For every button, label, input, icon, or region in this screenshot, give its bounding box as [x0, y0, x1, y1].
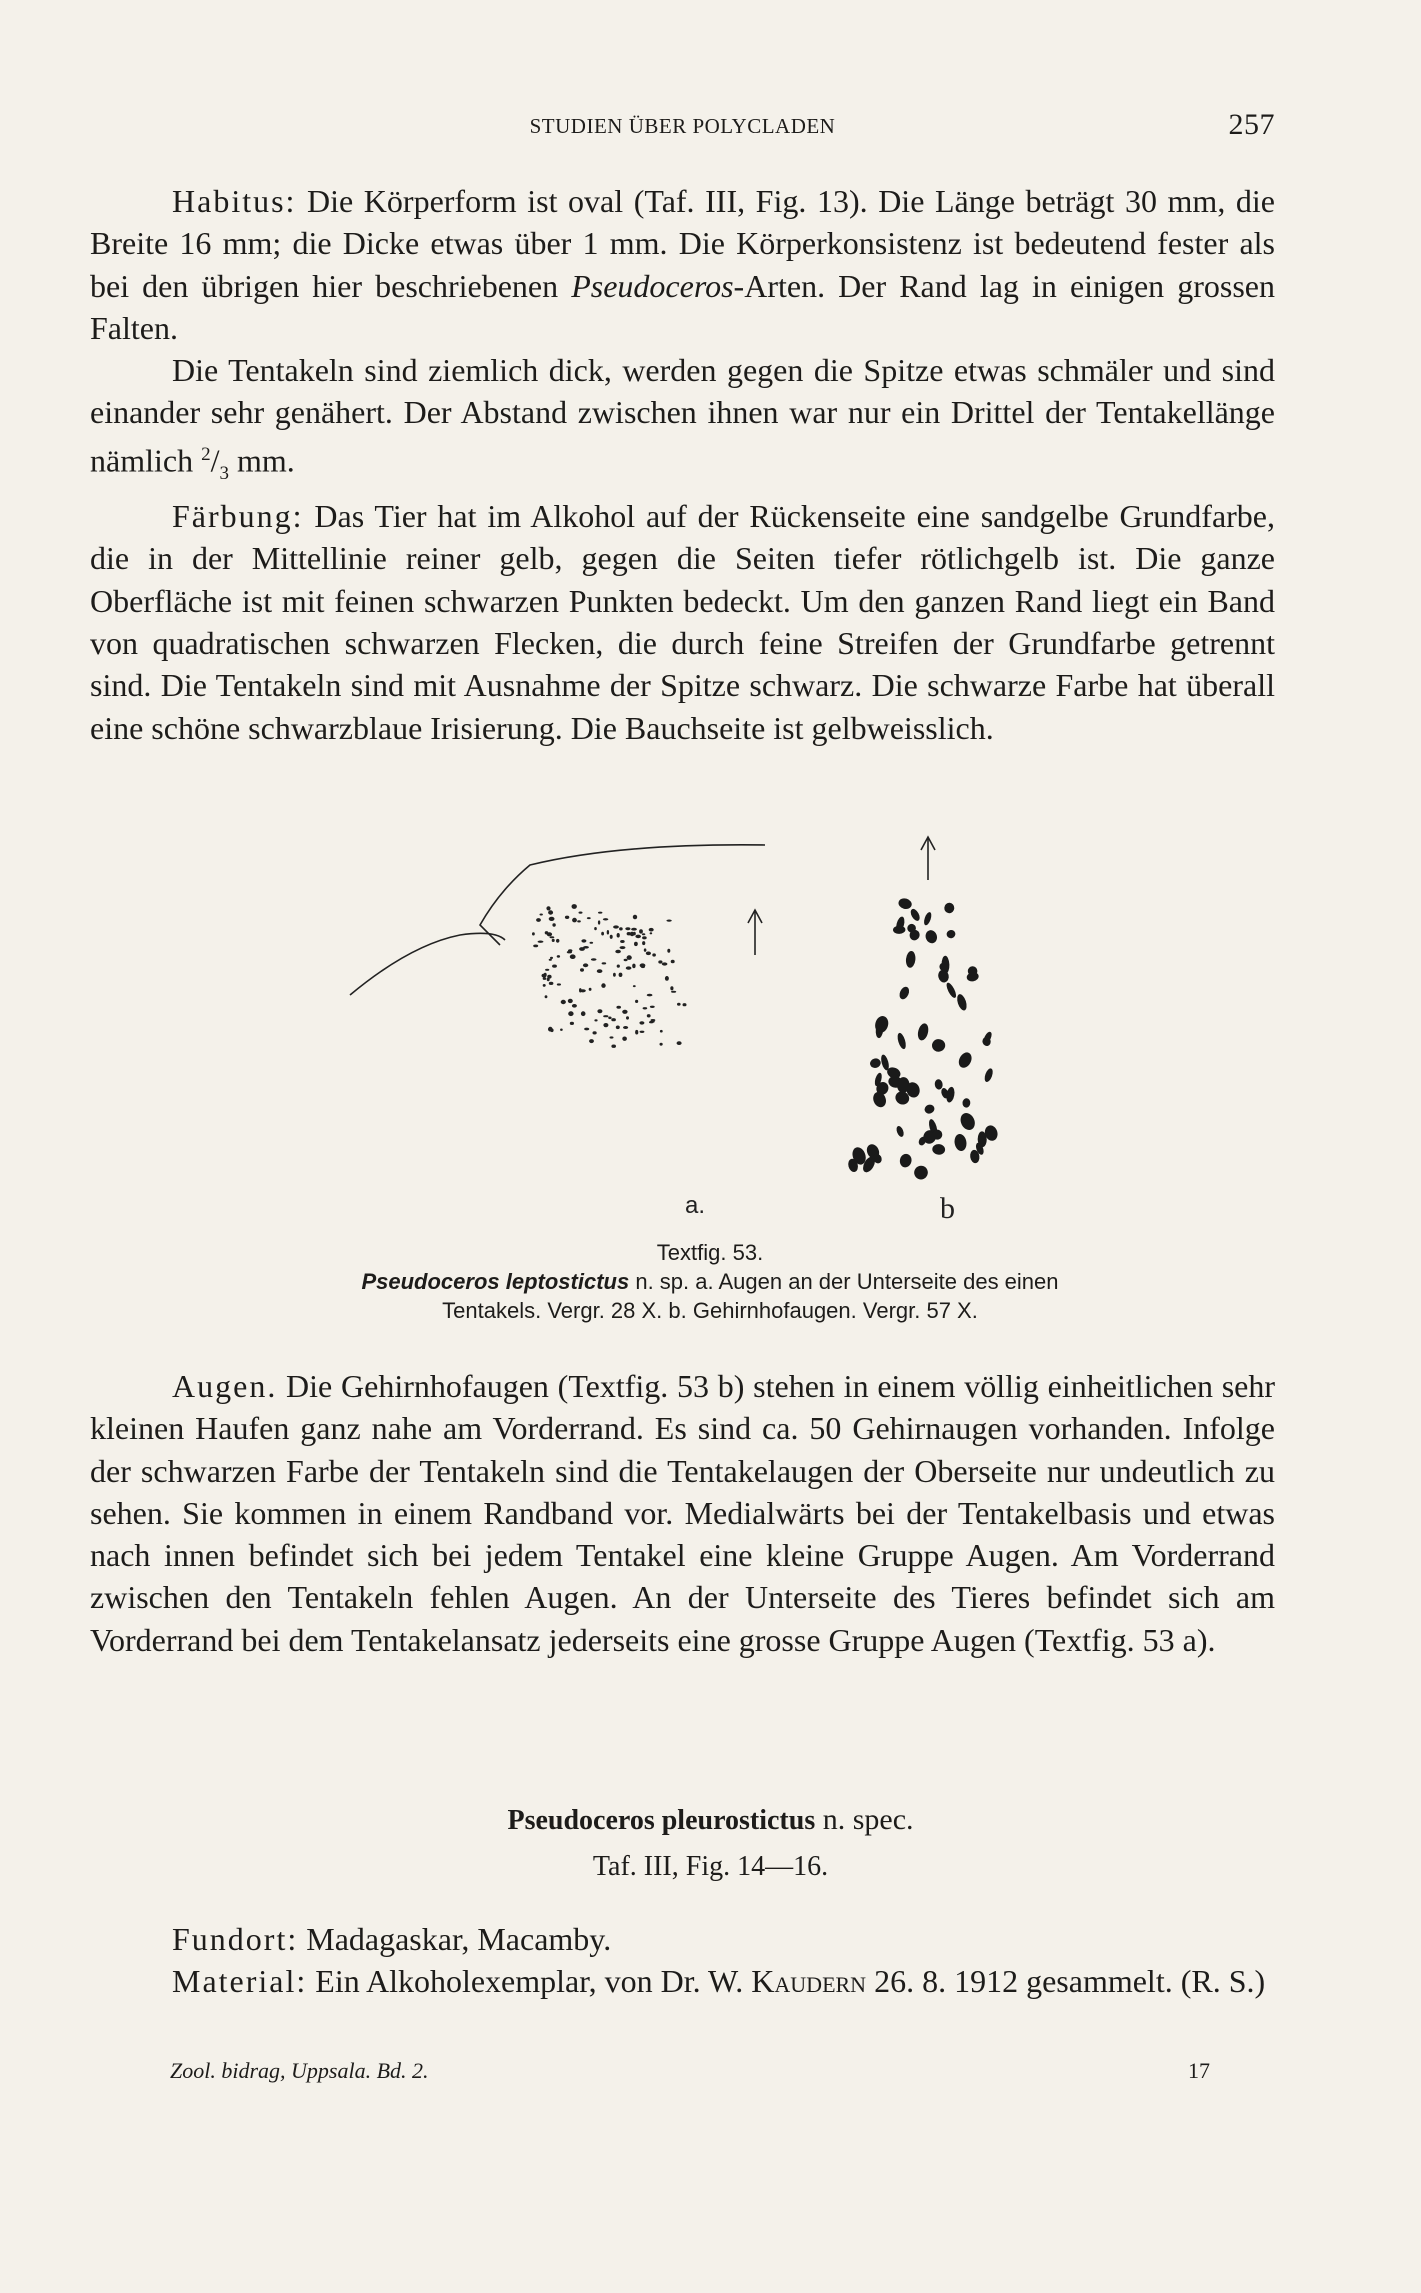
arrow-b — [921, 837, 935, 880]
eye-dot — [622, 1037, 627, 1041]
eye-dot — [671, 960, 675, 964]
eye-dot — [610, 1036, 614, 1038]
fraction-numerator: 2 — [201, 443, 211, 465]
label-b: b — [940, 1192, 955, 1225]
eye-dot — [560, 1029, 563, 1031]
eye-dot — [590, 942, 594, 944]
eye-dot — [589, 1039, 594, 1043]
plate-reference: Taf. III, Fig. 14—16. — [592, 1851, 829, 1882]
eye-dot — [598, 912, 602, 914]
eye-dot — [580, 968, 584, 971]
augen-text: Die Gehirnhofaugen (Textfig. 53 b) stehen in einem völlig einheitlichen sehr kleinen Haufen ganz nahe am Vorderrand. Es sind ca. 50 Gehirnaugen vorhanden. Infolge der schwarzen Farbe der Tentakeln sind die Tentakelaugen der Oberseite nur undeutlich zu sehen. Sie kommen in einem Randband vor. Medialwärts bei der Tentakelbasis und etwas nach innen befindet sich bei jedem Tentakel eine kleine Gruppe Augen. Am Vorderrand zwischen den Tentakeln fehlen Augen. An der Unterseite des Tieres befindet sich am Vorderrand bei dem Tentakelansatz jederseits eine grosse Gruppe Augen (Textfig. 53 a). — [90, 1368, 1275, 1658]
eye-dot — [533, 945, 538, 948]
eye-dot — [603, 1023, 608, 1027]
section-heading — [0, 1803, 1421, 1837]
eye-dot — [660, 1043, 663, 1046]
eye-dot — [909, 907, 922, 922]
label-faerbung: Färbung: — [172, 498, 304, 535]
eye-dot — [616, 1006, 621, 1009]
eye-dot — [545, 995, 548, 998]
eye-dot — [615, 950, 621, 954]
eye-dot — [631, 928, 637, 931]
eye-dot — [958, 1111, 978, 1133]
eye-dot — [602, 962, 607, 964]
eye-dot — [613, 973, 616, 977]
eye-dot — [549, 982, 554, 985]
eye-group-a — [532, 904, 687, 1048]
eye-dot — [633, 985, 636, 987]
eye-dot — [552, 939, 555, 942]
eye-dot — [616, 1026, 620, 1030]
eye-dot — [642, 933, 645, 935]
eye-dot — [905, 951, 916, 969]
faerbung-text: Das Tier hat im Alkohol auf der Rückenseite eine sandgelbe Grundfarbe, die in der Mittellinie reiner gelb, gegen die Seiten tiefer rötlichgelb ist. Die ganze Oberfläche ist mit feinen schwarzen Punkten bedeckt. Um den ganzen Rand liegt ein Band von quadratischen schwarzen Flecken, die durch feine Streifen der Grundfarbe getrennt sind. Die Tentakeln sind mit Ausnahme der Spitze schwarz. Die schwarze Farbe hat überall eine schöne schwarzblaue Irisierung. Die Bauchseite ist gelbweisslich. — [90, 498, 1275, 746]
eye-dot — [646, 952, 651, 956]
eye-dot — [620, 940, 625, 943]
material-text-2: 26. 8. 1912 gesammelt. (R. S.) — [866, 1963, 1266, 2000]
eye-dot — [953, 1133, 967, 1152]
eye-dot — [626, 966, 632, 969]
eye-dot — [945, 981, 958, 999]
material-text-1: Ein Alkoholexemplar, von Dr. W. — [307, 1963, 752, 2000]
eye-dot — [597, 969, 603, 973]
paragraph-augen — [90, 1365, 1275, 1661]
eye-dot — [923, 911, 933, 926]
footer — [170, 2058, 1210, 2084]
fraction-denominator: 3 — [219, 462, 229, 484]
eye-dot — [649, 928, 654, 932]
eye-dot — [983, 1067, 994, 1083]
eye-dot — [912, 1164, 930, 1182]
eye-dot — [626, 1016, 629, 1019]
eye-dot — [617, 933, 620, 938]
eye-dot — [617, 965, 620, 968]
caption-species: Pseudoceros leptostictus — [361, 1269, 630, 1294]
eye-dot — [552, 923, 555, 926]
eye-dot — [625, 927, 630, 930]
eye-dot — [660, 1030, 663, 1033]
eye-dot — [601, 983, 605, 988]
eye-dot — [543, 977, 547, 980]
eye-dot — [594, 1019, 597, 1021]
eye-dot — [549, 917, 555, 921]
eye-dot — [650, 932, 653, 934]
habitus-text-1: Die Körperform ist oval (Taf. III, Fig. 13). Die Länge beträgt 30 mm, die Breite 16 mm; die Dicke etwas über 1 mm. Die Körperkonsistenz ist bedeutend fester als bei den übrigen hier beschriebenen — [90, 183, 1275, 304]
genus-name: Pseudoceros — [571, 267, 734, 304]
eye-dot — [650, 1006, 655, 1008]
eye-dot — [924, 929, 939, 945]
eye-dot — [593, 1031, 597, 1034]
eye-dot — [670, 986, 673, 990]
eye-dot — [635, 935, 641, 939]
label-habitus: Habitus: — [172, 183, 297, 219]
eye-dot — [667, 949, 670, 953]
eye-dot — [608, 1017, 611, 1020]
eye-dot — [611, 1018, 616, 1021]
fundort-text: Madagaskar, Macamby. — [298, 1921, 612, 1957]
eye-dot — [584, 1028, 589, 1031]
eye-dot — [658, 960, 662, 963]
eye-dot — [548, 910, 553, 914]
eye-dot — [624, 959, 628, 961]
paragraph-fundort — [90, 1918, 1275, 1960]
habitus-text-2: -Arten. Der Rand lag in einigen grossen Falten. — [90, 267, 1276, 346]
eye-dot — [598, 920, 600, 924]
eye-dot — [643, 1007, 648, 1009]
eye-dot — [633, 915, 637, 920]
eye-dot — [639, 929, 643, 933]
caption-rest-2: Tentakels. Vergr. 28 X. b. Gehirnhofaugen. Vergr. 57 X. — [442, 1298, 978, 1323]
eye-dot — [632, 964, 635, 969]
species-heading: Pseudoceros pleurostictus — [507, 1805, 816, 1836]
eye-dot — [589, 988, 592, 991]
paragraph-habitus — [90, 180, 1275, 349]
text-block-augen — [90, 1365, 1275, 1661]
figure-caption — [180, 1238, 1240, 1325]
eye-dot — [649, 1021, 654, 1023]
eye-dot — [557, 955, 560, 958]
eye-dot — [623, 1026, 628, 1029]
eye-dot — [962, 1098, 971, 1108]
eye-dot — [622, 1010, 627, 1014]
eye-dot — [607, 930, 609, 935]
eye-dot — [642, 941, 645, 945]
eye-dot — [652, 953, 656, 956]
tentacle-outline — [350, 845, 765, 995]
eye-dot — [897, 897, 913, 911]
eye-dot — [583, 963, 588, 967]
eye-dot — [931, 1038, 946, 1052]
eye-dot — [550, 957, 553, 959]
label-fundort: Fundort: — [172, 1921, 299, 1957]
eye-dot — [579, 947, 585, 951]
collector-name: Kaudern — [751, 1963, 867, 2000]
eye-dot — [633, 932, 636, 936]
tentakeln-text-2: mm. — [228, 442, 295, 479]
eye-dot — [666, 920, 671, 922]
eye-dot — [647, 994, 653, 997]
eye-dot — [644, 948, 647, 951]
eye-dot — [570, 954, 576, 959]
eye-dot — [568, 999, 573, 1003]
eye-dot — [898, 985, 911, 1001]
eye-dot — [557, 983, 561, 985]
textfig-53-drawing — [330, 835, 1090, 1235]
eye-dot — [899, 1153, 913, 1169]
eye-dot — [548, 1027, 553, 1032]
eye-dot — [611, 1045, 616, 1048]
eye-dot — [603, 918, 608, 920]
eye-dot — [946, 929, 957, 939]
eye-dot — [896, 1032, 907, 1050]
eye-dot — [619, 973, 623, 977]
eye-dot — [568, 1011, 573, 1016]
label-material: Material: — [172, 1963, 308, 2000]
eye-dot — [639, 1021, 644, 1024]
eye-dot — [869, 1057, 882, 1069]
eye-dot — [572, 918, 577, 923]
eye-dot — [536, 918, 541, 922]
eye-dot — [651, 1019, 656, 1021]
paragraph-tentakeln: Die Tentakeln sind ziemlich dick, werden gegen die Spitze etwas schmäler und sind einander sehr genähert. Der Abstand zwischen ihnen war nur ein Drittel der Tentakellänge nämlich $^2/_3$ mm. — [90, 352, 1275, 484]
eye-dot — [677, 1041, 682, 1045]
eye-dot — [579, 988, 582, 992]
eye-dot — [627, 955, 632, 960]
caption-title: Textfig. 53. — [656, 1240, 764, 1265]
journal-name: Zool. bidrag, Uppsala. Bd. 2. — [170, 2058, 429, 2083]
eye-dot — [572, 1004, 577, 1008]
eye-dot — [634, 942, 638, 946]
eye-dot — [923, 1103, 936, 1115]
eye-dot — [647, 1014, 651, 1017]
eye-dot — [932, 1143, 946, 1155]
eye-dot — [642, 936, 647, 939]
eye-dot — [916, 1022, 930, 1041]
arrow-a — [748, 910, 762, 955]
label-augen: Augen. — [172, 1368, 278, 1404]
eye-dot — [581, 939, 586, 942]
eye-dot — [581, 1011, 586, 1016]
eye-dot — [538, 941, 544, 943]
eye-dot — [572, 904, 577, 909]
eye-dot — [545, 969, 549, 971]
text-block-bottom — [90, 1918, 1275, 2003]
eye-dot — [683, 1003, 687, 1006]
eye-dot — [895, 1125, 905, 1138]
eye-dot — [552, 965, 557, 968]
eye-dot — [546, 906, 550, 910]
eye-dot — [619, 927, 623, 930]
species-heading-suffix: n. spec. — [815, 1803, 914, 1836]
eye-dot — [955, 993, 968, 1012]
eye-dot — [594, 927, 597, 930]
eye-dot — [591, 958, 597, 961]
eye-dot — [579, 912, 583, 914]
eye-dot — [610, 935, 613, 939]
eye-dot — [934, 1079, 943, 1090]
eye-dot — [543, 984, 546, 987]
sheet-number: 17 — [1188, 2058, 1210, 2083]
eye-dot — [597, 1009, 602, 1013]
textfig-53 — [330, 835, 1090, 1235]
eye-dot — [570, 1022, 574, 1025]
eye-dot — [603, 1015, 608, 1017]
eye-dot — [620, 946, 626, 949]
eye-dot — [635, 1030, 638, 1035]
eye-dot — [613, 925, 619, 928]
eye-dot — [542, 974, 547, 978]
eye-dot — [944, 903, 955, 914]
eye-dot — [956, 1050, 974, 1070]
eye-dot — [677, 1003, 681, 1006]
paragraph-faerbung — [90, 495, 1275, 749]
eye-dot — [568, 949, 572, 952]
eye-dot — [601, 932, 604, 936]
paragraph-material — [90, 1960, 1275, 2002]
eye-dot — [665, 976, 669, 981]
running-title: STUDIEN ÜBER POLYCLADEN — [529, 114, 836, 138]
eye-dot — [565, 916, 569, 919]
eye-dot — [635, 1000, 638, 1003]
tentakeln-text-1: Die Tentakeln sind ziemlich dick, werden gegen die Spitze etwas schmäler und sind einander sehr genähert. Der Abstand zwischen ihnen war nur ein Drittel der Tentakellänge nämlich — [90, 352, 1275, 479]
running-header — [90, 108, 1275, 148]
eye-dot — [577, 920, 581, 922]
eye-dot — [549, 959, 552, 961]
eye-group-b — [847, 897, 999, 1182]
eye-dot — [641, 965, 645, 968]
text-block-top — [90, 180, 1275, 749]
eye-dot — [640, 1031, 645, 1033]
eye-dot — [550, 936, 555, 938]
eye-dot — [561, 1000, 566, 1004]
eye-dot — [547, 932, 552, 936]
caption-rest-1: n. sp. a. Augen an der Unterseite des einen — [629, 1269, 1059, 1294]
eye-dot — [587, 917, 591, 919]
eye-dot — [671, 991, 676, 993]
label-a: a. — [685, 1192, 706, 1219]
eye-dot — [547, 978, 550, 981]
page-number: 257 — [1228, 108, 1275, 141]
eye-dot — [532, 932, 535, 935]
eye-dot — [556, 939, 559, 943]
eye-dot — [540, 914, 543, 916]
eye-dot — [662, 962, 668, 965]
